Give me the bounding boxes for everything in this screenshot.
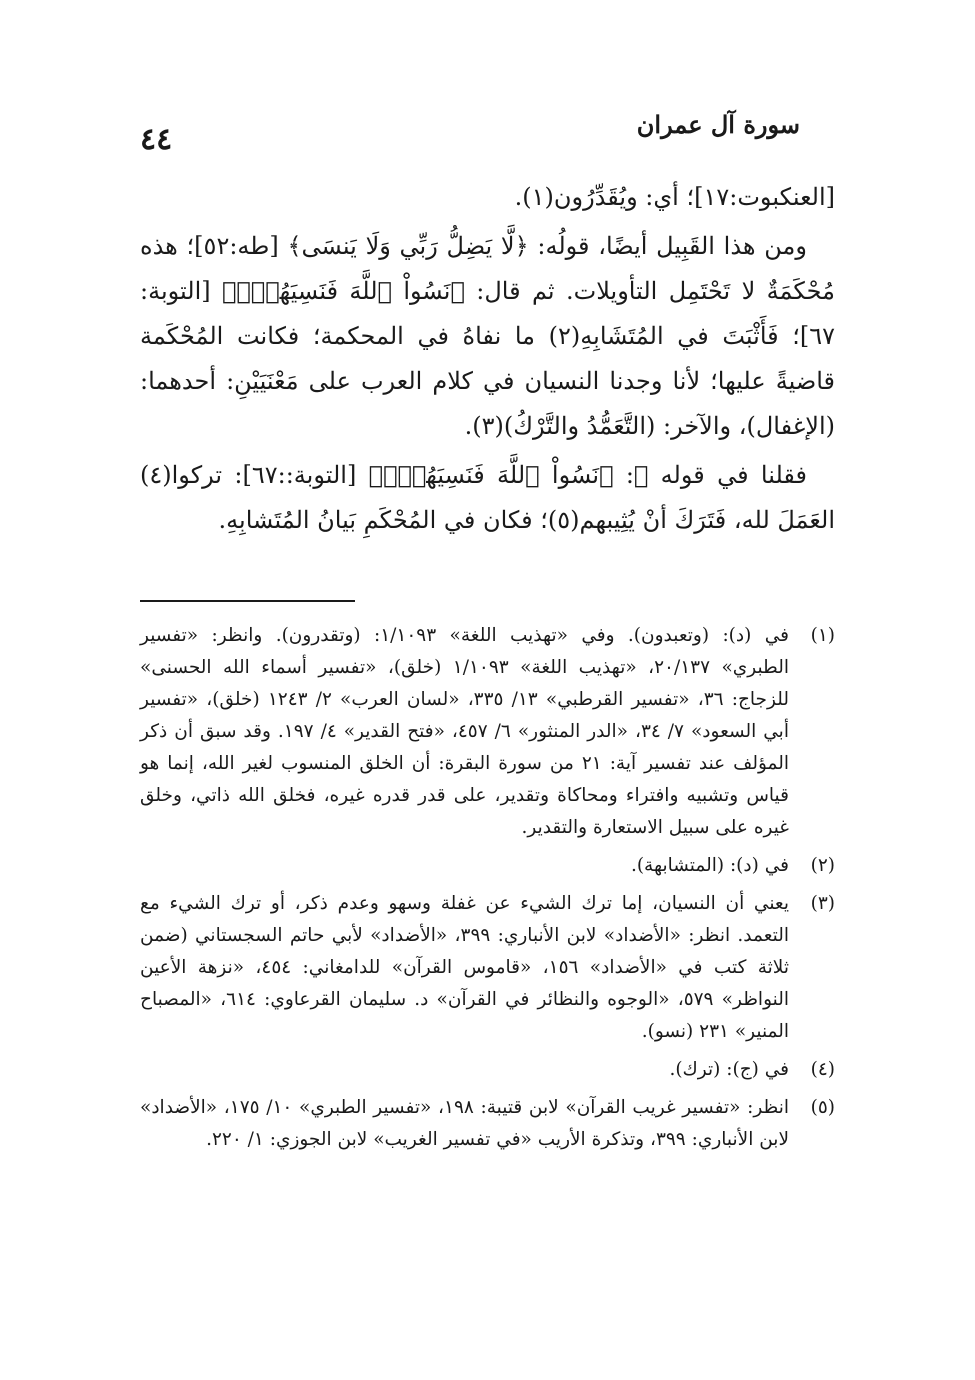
footnotes [140, 620, 835, 1162]
footnote-number: (٢) [810, 855, 835, 876]
body-paragraph: [العنكبوت:١٧]؛ أي: ويُقَدِّرُون(١). [514, 183, 835, 211]
footnote-item [140, 620, 835, 844]
footnote-text: انظر: «تفسير غريب القرآن» لابن قتيبة: ١٩٨، «تفسير الطبري» ١٠/ ١٧٥، «الأضداد» لابن الأنباري: ٣٩٩، وتذكرة الأريب «في تفسير الغريب» لابن الجوزي: ١/ ٢٢٠. [140, 1097, 789, 1150]
main-text [140, 175, 835, 543]
page-number: ٤٤ [140, 122, 173, 157]
footnote-number: (٥) [810, 1097, 835, 1118]
footnote-number: (٣) [810, 893, 835, 914]
footnote-item [140, 850, 835, 882]
footnote-number: (٤) [810, 1059, 835, 1080]
surah-title: سورة آل عمران [636, 110, 800, 139]
footnote-text: في (د): (وتعبدون). وفي «تهذيب اللغة» ١/١٠٩٣: (وتقدرون). وانظر: «تفسير الطبري» ٢٠/١٣٧، «تهذيب اللغة» ١/١٠٩٣ (خلق)، «تفسير أسماء الله الحسنى» للزجاج: ٣٦، «تفسير القرطبي» ١٣/ ٣٣٥، «لسان العرب» ٢/ ١٢٤٣ (خلق)، «تفسير أبي السعود» ٧/ ٣٤، «الدر المنثور» ٦/ ٤٥٧، «فتح القدير» ٤/ ١٩٧. وقد سبق أن ذكر المؤلف عند تفسير آية: ٢١ من سورة البقرة: أن الخلق المنسوب لغير الله، إنما هو قياس وتشبيه وافتراء ومحاكاة وتقدير، على قدر قدره غيره، فخلق الله ذاتي، وخلق غيره على سبيل الاستعارة والتقدير. [140, 625, 790, 838]
footnote-item [140, 1054, 835, 1086]
footnote-number: (١) [810, 625, 835, 646]
footnote-text: في (د): (المتشابهة). [630, 855, 789, 876]
body-paragraph: ومن هذا القَبِيل أيضًا، قولُه: ﴿لَّا يَضِلُّ رَبِّي وَلَا يَنسَى﴾ [طه:٥٢]؛ هذه مُحْكَمَةٌ لا تَحْتَمِل التأويلات. ثم قال: ﴿نَسُواْ ٱللَّهَ فَنَسِيَهُمْۚ﴾ [التوبة: ٦٧]؛ فَأَثْبَتَ في المُتَشَابِهِ(٢) ما نفاهُ في المحكمة؛ فكانت المُحْكَمة قاضيةً عليها؛ لأنا وجدنا النسيان في كلام العرب على مَعْنَيَيْنِ: أحدهما: (الإغفال)، والآخر: (التَّعَمُّدُ والتَّرْكُ)(٣). [140, 232, 836, 440]
footnote-item [140, 1092, 835, 1156]
footnote-text: في (ج): (ترك). [669, 1059, 789, 1080]
page-header [140, 100, 800, 160]
footnote-separator [140, 600, 355, 602]
footnote-text: يعني أن النسيان، إما ترك الشيء عن غفلة وسهو وعدم ذكر، أو ترك الشيء مع التعمد. انظر: «الأضداد» لابن الأنباري: ٣٩٩، «الأضداد» لأبي حاتم السجستاني (ضمن ثلاثة كتب في «الأضداد» ١٥٦، «قاموس القرآن» للدامغاني: ٤٥٤، «نزهة الأعين النواظر» ٥٧٩، «الوجوه والنظائر في القرآن» د. سليمان القرعاوي: ٦١٤، «المصباح المنير» ٢٣١ (نسو). [140, 893, 789, 1042]
body-paragraph: فقلنا في قوله ﷻ: ﴿نَسُواْ ٱللَّهَ فَنَسِيَهُمْۚ﴾ [التوبة::٦٧]: تركوا(٤) العَمَلَ لله، فَتَرَكَ أنْ يُثِيبهم(٥)؛ فكان في المُحْكَمِ بَيانُ المُتَشابِهِ. [140, 461, 835, 534]
footnote-item [140, 888, 835, 1048]
